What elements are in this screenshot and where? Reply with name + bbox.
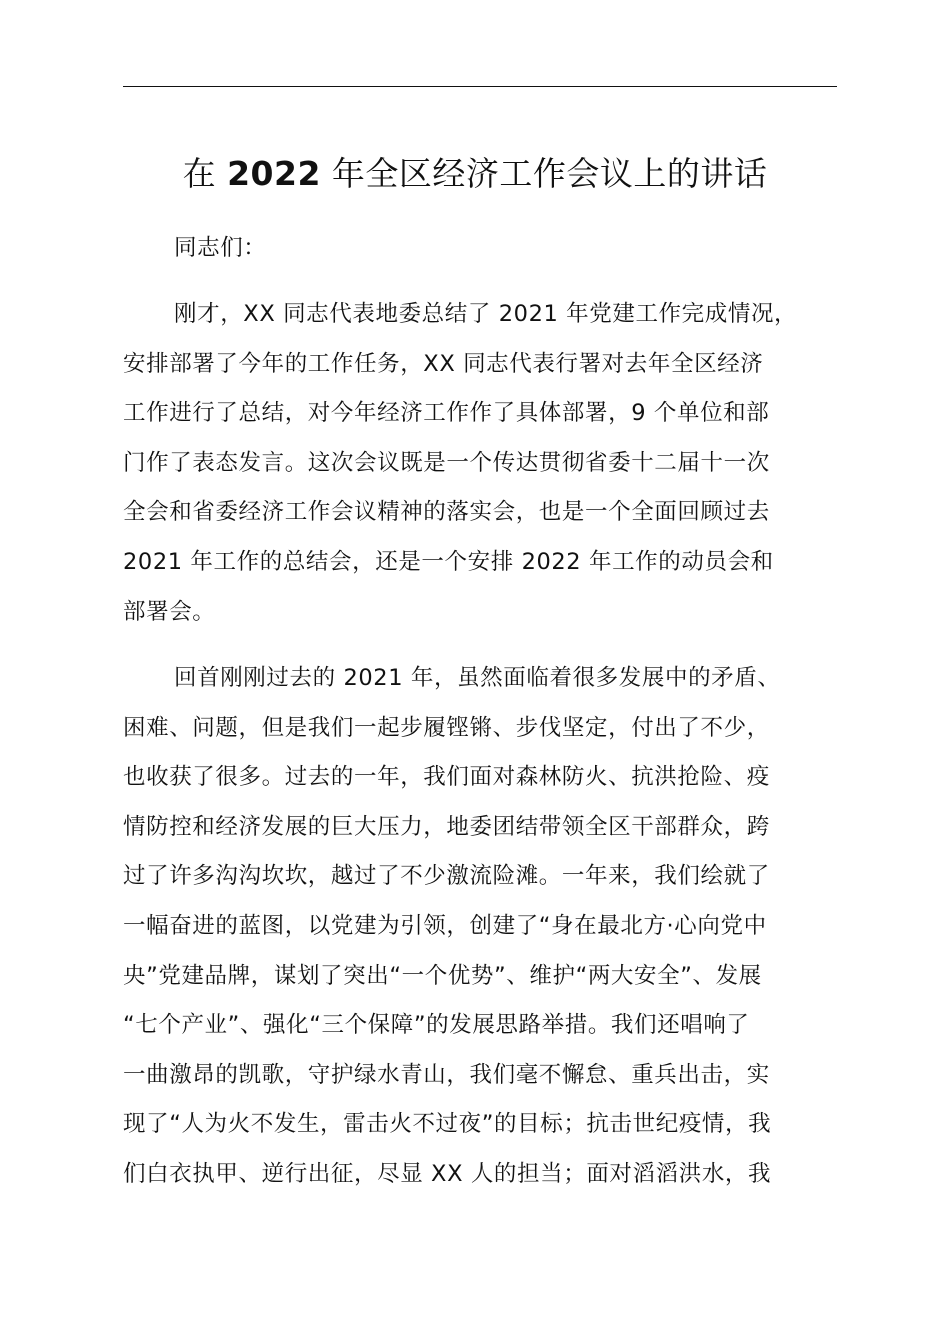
paragraph-line: 刚才，XX 同志代表地委总结了 2021 年党建工作完成情况， [174, 301, 798, 327]
paragraph-line: 2021 年工作的总结会，还是一个安排 2022 年工作的动员会和 [123, 548, 774, 575]
salutation-line: 同志们： [174, 235, 267, 261]
paragraph-line: 央”党建品牌，谋划了突出“一个优势”、维护“两大安全”、发展 [123, 962, 762, 989]
paragraph-line: 也收获了很多。过去的一年，我们面对森林防火、抗洪抢险、疫 [123, 764, 770, 791]
paragraph-line: 现了“人为火不发生，雷击火不过夜”的目标；抗击世纪疫情，我 [123, 1111, 772, 1138]
salutation [123, 224, 837, 274]
paragraph-line: 过了许多沟沟坎坎，越过了不少激流险滩。一年来，我们绘就了 [123, 863, 770, 890]
paragraph-line: 一曲激昂的凯歌，守护绿水青山，我们毫不懈怠、重兵出击，实 [123, 1061, 770, 1088]
paragraph-line: 回首刚刚过去的 2021 年，虽然面临着很多发展中的矛盾、 [174, 665, 781, 691]
paragraph-1 [123, 290, 837, 637]
title-suffix: 年全区经济工作会议上的讲话 [320, 154, 768, 193]
title-prefix: 在 [182, 154, 228, 193]
document-title [0, 148, 950, 200]
paragraph-line: 门作了表态发言。这次会议既是一个传达贯彻省委十二届十一次 [123, 449, 770, 476]
paragraph-line: 工作进行了总结，对今年经济工作作了具体部署，9 个单位和部 [123, 400, 770, 427]
paragraph-line: 全会和省委经济工作会议精神的落实会，也是一个全面回顾过去 [123, 499, 770, 526]
paragraph-line: 困难、问题，但是我们一起步履铿锵、步伐坚定，付出了不少， [123, 714, 770, 741]
paragraph-line: “七个产业”、强化“三个保障”的发展思路举措。我们还唱响了 [123, 1012, 750, 1039]
paragraph-line: 一幅奋进的蓝图，以党建为引领，创建了“身在最北方·心向党中 [123, 912, 767, 939]
paragraph-line: 情防控和经济发展的巨大压力，地委团结带领全区干部群众，跨 [123, 813, 770, 840]
paragraph-line: 们白衣执甲、逆行出征，尽显 XX 人的担当；面对滔滔洪水，我 [123, 1160, 772, 1187]
title-year: 2022 [227, 154, 321, 193]
paragraph-line: 部署会。 [123, 598, 216, 625]
paragraph-2 [123, 654, 837, 1200]
header-rule [123, 86, 837, 87]
paragraph-line: 安排部署了今年的工作任务，XX 同志代表行署对去年全区经济 [123, 350, 764, 377]
